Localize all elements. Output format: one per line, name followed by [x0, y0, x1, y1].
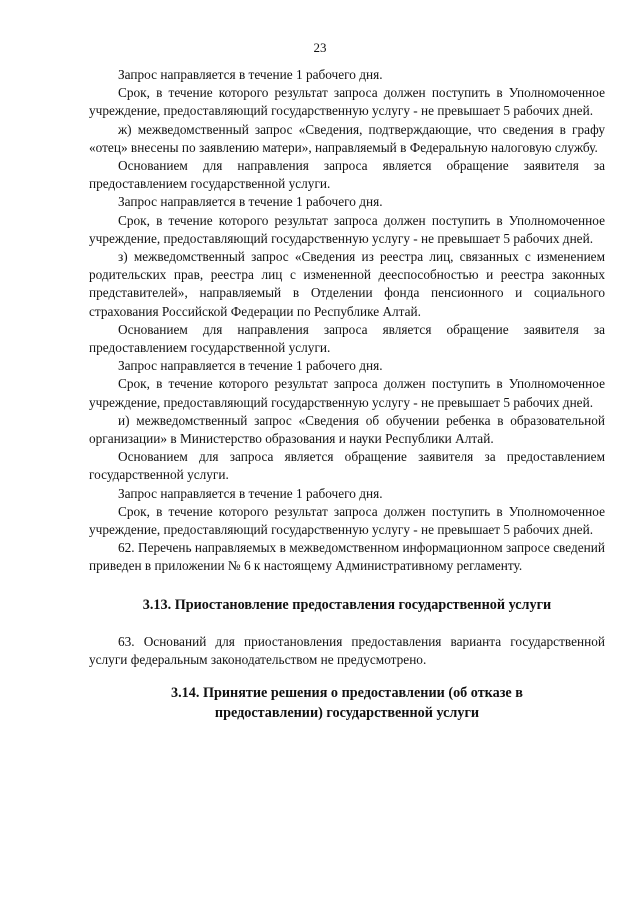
paragraph: Основанием для направления запроса является обращение заявителя за предоставлением государственной услуги.: [89, 158, 605, 192]
paragraph: Срок, в течение которого результат запроса должен поступить в Уполномоченное учреждение, предоставляющий государственную услугу - не превышает 5 рабочих дней.: [89, 85, 605, 119]
page-number: 23: [313, 40, 327, 55]
paragraph: з) межведомственный запрос «Сведения из реестра лиц, связанных с изменением родительских прав, реестра лиц с измененной дееспособностью и реестра законных представителей», направляемый в Отделении фонда пенсионного и социального страхования Российской Федерации по Республике Алтай.: [89, 249, 605, 319]
paragraph: Запрос направляется в течение 1 рабочего дня.: [118, 67, 383, 82]
paragraph: 62. Перечень направляемых в межведомственном информационном запросе сведений приведен в приложении № 6 к настоящему Административному регламенту.: [89, 540, 605, 574]
paragraph: Основанием для направления запроса является обращение заявителя за предоставлением государственной услуги.: [89, 321, 605, 356]
section-heading-3-14: 3.14. Принятие решения о предоставлении (об отказе в предоставлении) государственной услуги: [171, 685, 523, 722]
document-body: [89, 66, 605, 723]
paragraph: Запрос направляется в течение 1 рабочего дня.: [118, 194, 383, 210]
paragraph: Запрос направляется в течение 1 рабочего дня.: [118, 358, 383, 374]
paragraph-63: 63. Оснований для приостановления предоставления варианта государственной услуги федеральным законодательством не предусмотрено.: [89, 633, 605, 667]
paragraph: Срок, в течение которого результат запроса должен поступить в Уполномоченное учреждение, предоставляющий государственную услугу - не превышает 5 рабочих дней.: [89, 503, 605, 538]
paragraph: Срок, в течение которого результат запроса должен поступить в Уполномоченное учреждение, предоставляющий государственную услугу - не превышает 5 рабочих дней.: [89, 212, 605, 246]
paragraph: Запрос направляется в течение 1 рабочего дня.: [118, 485, 383, 501]
paragraph: ж) межведомственный запрос «Сведения, подтверждающие, что сведения в графу «отец» внесены по заявлению матери», направляемый в Федеральную налоговую службу.: [89, 121, 605, 155]
paragraph: Основанием для запроса является обращение заявителя за предоставлением государственной услуги.: [89, 449, 605, 483]
paragraph: Срок, в течение которого результат запроса должен поступить в Уполномоченное учреждение, предоставляющий государственную услугу - не превышает 5 рабочих дней.: [89, 376, 605, 410]
paragraph: и) межведомственный запрос «Сведения об обучении ребенка в образовательной организации» в Министерство образования и науки Республики Алтай.: [89, 412, 605, 447]
section-heading-3-13: 3.13. Приостановление предоставления государственной услуги: [142, 596, 552, 613]
